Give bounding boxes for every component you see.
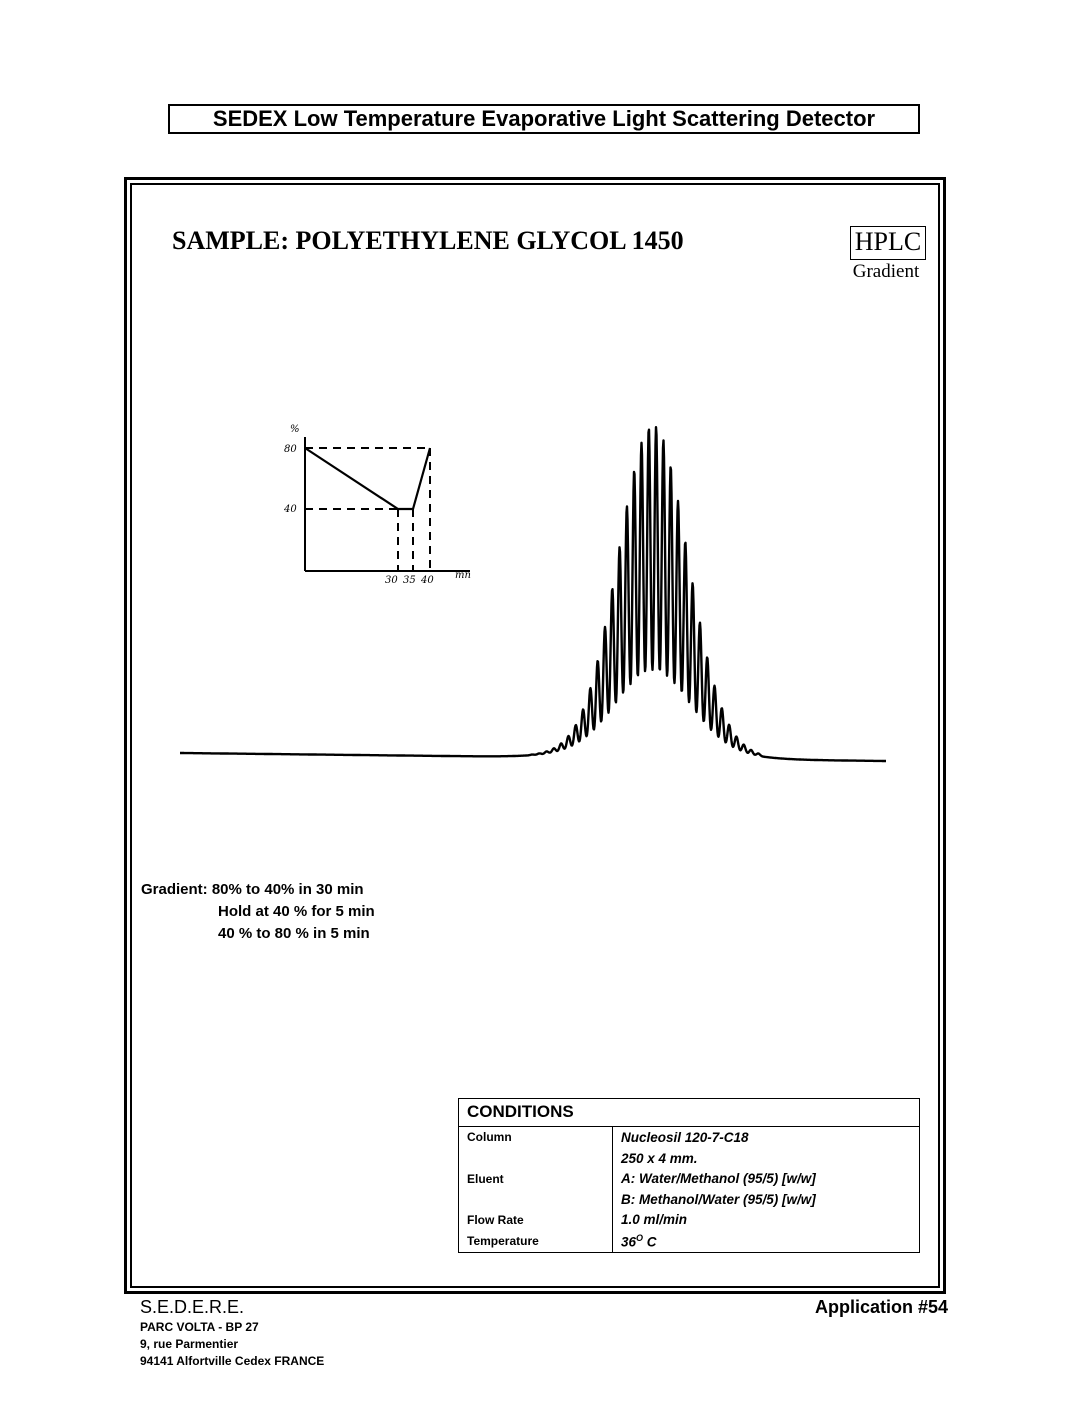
conditions-column-divider	[612, 1126, 613, 1252]
condition-label-flow-rate: Flow Rate	[467, 1213, 524, 1227]
condition-value-eluent-b: B: Methanol/Water (95/5) [w/w]	[621, 1192, 816, 1207]
gradient-inset	[305, 437, 470, 571]
sample-title: SAMPLE: POLYETHYLENE GLYCOL 1450	[172, 226, 684, 255]
inset-x-tick-40: 40	[421, 575, 434, 586]
footer-address-3: 94141 Alfortville Cedex FRANCE	[140, 1354, 325, 1368]
conditions-title: CONDITIONS	[467, 1102, 574, 1121]
application-number: Application #54	[814, 1297, 948, 1317]
gradient-label: Gradient	[852, 261, 920, 282]
condition-value-temperature	[621, 1233, 657, 1250]
footer-company: S.E.D.E.R.E.	[140, 1297, 245, 1317]
condition-label-eluent: Eluent	[467, 1172, 504, 1186]
condition-value-column-size: 250 x 4 mm.	[621, 1151, 698, 1166]
footer-address-1: PARC VOLTA - BP 27	[140, 1320, 259, 1334]
gradient-text-line2: Hold at 40 % for 5 min	[218, 903, 375, 920]
page-header-title: SEDEX Low Temperature Evaporative Light Scattering Detector	[168, 104, 920, 134]
inset-gradient-profile	[305, 448, 430, 509]
hplc-badge: HPLC	[850, 226, 926, 260]
temperature-degree: O	[636, 1233, 644, 1243]
inset-x-tick-30: 30	[385, 575, 398, 586]
conditions-table	[458, 1098, 920, 1253]
chromatogram-trace	[180, 427, 886, 761]
temperature-unit: C	[643, 1234, 657, 1250]
gradient-text-line1: Gradient: 80% to 40% in 30 min	[141, 881, 364, 898]
condition-value-flow-rate: 1.0 ml/min	[621, 1212, 688, 1227]
temperature-number: 36	[621, 1234, 637, 1250]
condition-label-column: Column	[467, 1130, 512, 1144]
gradient-text-line3: 40 % to 80 % in 5 min	[218, 925, 370, 942]
inset-y-unit: %	[290, 424, 300, 435]
inset-x-tick-35: 35	[403, 575, 416, 586]
condition-value-column: Nucleosil 120-7-C18	[621, 1130, 749, 1145]
inset-y-tick-80: 80	[284, 444, 297, 455]
condition-label-temperature: Temperature	[467, 1234, 539, 1248]
conditions-divider	[459, 1126, 919, 1127]
condition-value-eluent-a: A: Water/Methanol (95/5) [w/w]	[621, 1171, 816, 1186]
inset-x-unit: mn	[455, 570, 471, 581]
footer-address-2: 9, rue Parmentier	[140, 1337, 239, 1351]
inset-y-tick-40: 40	[284, 504, 297, 515]
